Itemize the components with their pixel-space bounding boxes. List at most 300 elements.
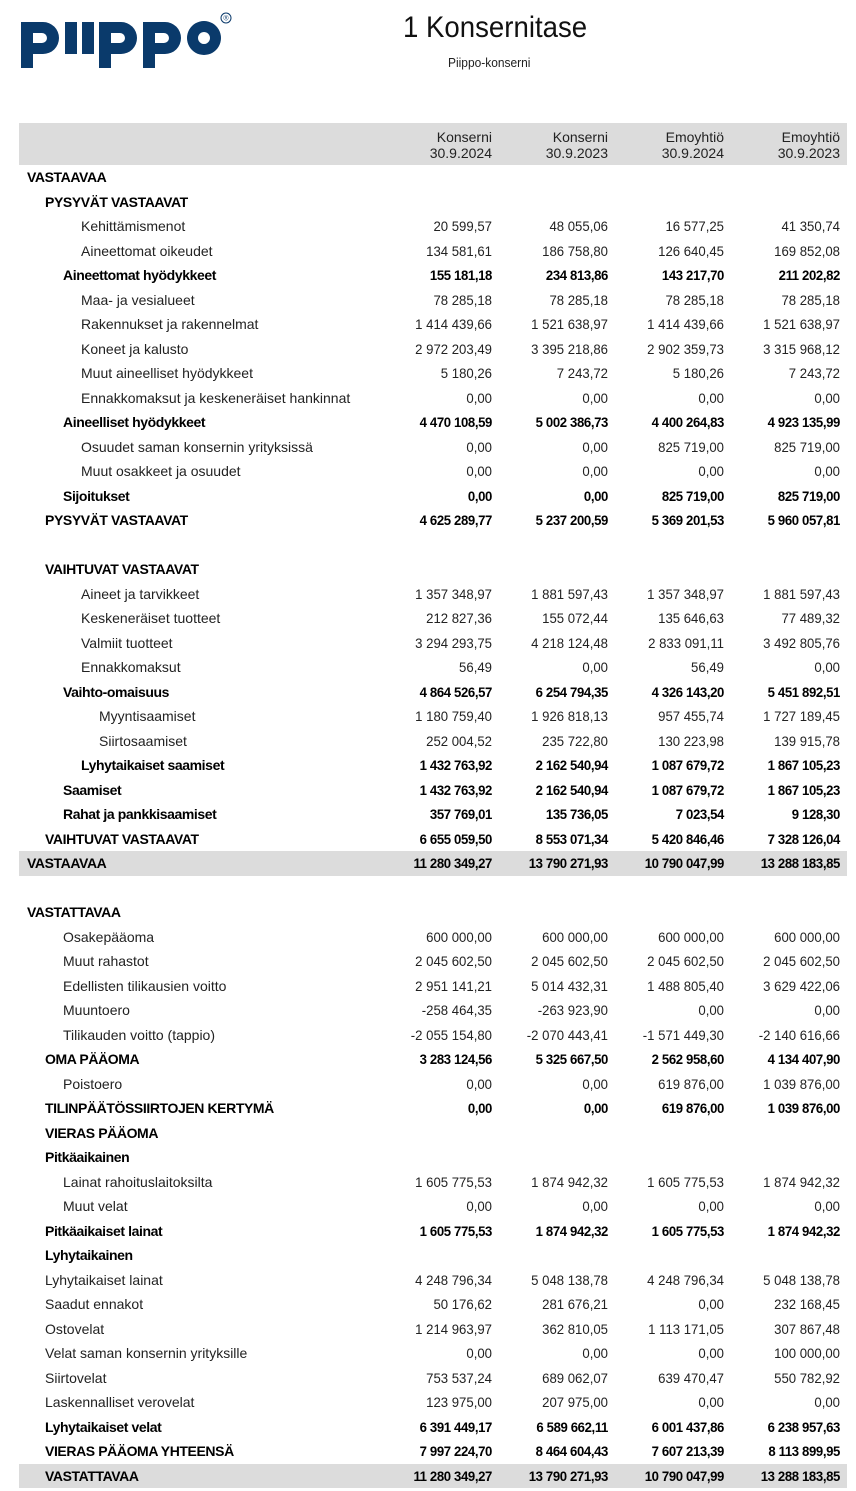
row-value: 11 280 349,27 <box>413 1467 492 1484</box>
row-value: 77 489,32 <box>781 610 840 626</box>
column-header <box>382 129 492 161</box>
row-value: 4 218 124,48 <box>531 634 608 651</box>
row-label: Ennakkomaksut ja keskeneräiset hankinnat <box>81 389 351 406</box>
row-value: 6 391 449,17 <box>419 1418 492 1435</box>
section-heading-row <box>19 900 847 925</box>
row-label: OMA PÄÄOMA <box>45 1051 140 1067</box>
row-label: VASTATTAVAA <box>27 904 121 920</box>
row-value: 11 280 349,27 <box>413 855 492 871</box>
row-value: 20 599,57 <box>433 218 492 234</box>
column-date: 30.9.2024 <box>429 145 492 161</box>
row-value: 5 237 200,59 <box>535 512 608 528</box>
row-label: Aineelliset hyödykkeet <box>63 414 206 430</box>
balance-sheet-table <box>19 123 847 1488</box>
row-value: 232 168,45 <box>774 1296 840 1312</box>
row-label: Koneet ja kalusto <box>81 340 189 357</box>
row-label: VASTAAVAA <box>27 855 107 871</box>
row-value: 0,00 <box>466 1198 492 1214</box>
row-value: 1 488 805,40 <box>647 977 724 994</box>
row-value: 7 607 213,39 <box>651 1443 724 1459</box>
row-value: 0,00 <box>582 389 608 406</box>
row-label: Osuudet saman konsernin yrityksissä <box>81 438 313 455</box>
row-value: 2 562 958,60 <box>651 1051 724 1067</box>
row-value: 2 045 602,50 <box>415 953 492 969</box>
row-value: 169 852,08 <box>774 242 840 259</box>
table-row <box>19 631 847 656</box>
row-value: 0,00 <box>582 438 608 455</box>
row-value: 1 881 597,43 <box>531 585 608 602</box>
table-row <box>19 1170 847 1195</box>
row-label: Lyhytaikaiset saamiset <box>81 757 225 773</box>
table-row <box>19 606 847 631</box>
row-value: 78 285,18 <box>665 291 724 308</box>
row-label: Pitkäaikainen <box>45 1149 130 1165</box>
row-value: 753 537,24 <box>426 1369 492 1386</box>
row-label: Muut aineelliset hyödykkeet <box>81 365 253 381</box>
row-value: 13 288 183,85 <box>760 855 840 871</box>
total-row <box>19 851 847 876</box>
row-value: -258 464,35 <box>421 1002 492 1018</box>
row-value: 0,00 <box>583 1100 608 1116</box>
row-label: VASTAAVAA <box>27 169 107 185</box>
row-label: Rahat ja pankkisaamiset <box>63 806 217 822</box>
row-value: 2 162 540,94 <box>535 781 608 798</box>
table-row <box>19 410 847 435</box>
row-value: 5 002 386,73 <box>535 414 608 430</box>
row-value: 4 864 526,57 <box>419 683 492 700</box>
table-row <box>19 704 847 729</box>
table-row <box>19 386 847 411</box>
row-label: Maa- ja vesialueet <box>81 291 195 308</box>
row-label: Lyhytaikaiset lainat <box>45 1271 163 1288</box>
row-label: Kehittämismenot <box>81 218 186 234</box>
table-row <box>19 680 847 705</box>
row-value: 3 283 124,56 <box>419 1051 492 1067</box>
row-value: 1 039 876,00 <box>767 1100 840 1116</box>
row-value: 8 464 604,43 <box>535 1443 608 1459</box>
row-value: 234 813,86 <box>545 267 608 283</box>
row-value: 2 162 540,94 <box>535 757 608 773</box>
table-row <box>19 1390 847 1415</box>
row-label: VAIHTUVAT VASTAAVAT <box>45 830 199 847</box>
row-value: 78 285,18 <box>781 291 840 308</box>
row-value: 1 414 439,66 <box>415 316 492 332</box>
row-value: 13 288 183,85 <box>760 1467 840 1484</box>
row-value: 550 782,92 <box>774 1369 840 1386</box>
spacer-row <box>19 533 847 558</box>
row-value: 5 180,26 <box>672 365 724 381</box>
row-value: 307 867,48 <box>774 1320 840 1337</box>
row-value: 5 420 846,46 <box>651 830 724 847</box>
row-value: 1 874 942,32 <box>535 1222 608 1239</box>
row-label: Aineettomat hyödykkeet <box>63 267 217 283</box>
table-row <box>19 263 847 288</box>
row-value: 7 023,54 <box>675 806 724 822</box>
column-entity: Konserni <box>436 129 492 145</box>
row-value: 1 357 348,97 <box>647 585 724 602</box>
table-row <box>19 753 847 778</box>
row-value: 13 790 271,93 <box>528 1467 608 1484</box>
row-label: Aineettomat oikeudet <box>81 242 213 259</box>
row-value: 5 960 057,81 <box>767 512 840 528</box>
row-value: 600 000,00 <box>658 928 724 945</box>
table-row <box>19 1317 847 1342</box>
row-value: 0,00 <box>467 487 492 504</box>
table-row <box>19 729 847 754</box>
row-value: 825 719,00 <box>774 438 840 455</box>
column-date: 30.9.2024 <box>661 145 724 161</box>
row-value: 639 470,47 <box>658 1369 724 1386</box>
row-value: 1 357 348,97 <box>415 585 492 602</box>
row-label: Lyhytaikainen <box>45 1247 133 1263</box>
row-value: 0,00 <box>698 1198 724 1214</box>
row-label: Saamiset <box>63 781 122 798</box>
row-value: 0,00 <box>814 1394 840 1410</box>
table-row <box>19 508 847 533</box>
row-value: 1 605 775,53 <box>647 1173 724 1190</box>
table-row <box>19 974 847 999</box>
row-label: Saadut ennakot <box>45 1296 144 1312</box>
table-row <box>19 214 847 239</box>
row-value: 0,00 <box>582 463 608 479</box>
row-value: 2 972 203,49 <box>415 340 492 357</box>
row-value: 0,00 <box>814 1198 840 1214</box>
column-header <box>730 129 840 161</box>
row-value: 1 113 171,05 <box>648 1320 724 1337</box>
row-value: 252 004,52 <box>426 732 492 749</box>
row-label: Poistoero <box>63 1075 123 1092</box>
row-value: -2 140 616,66 <box>758 1026 840 1043</box>
table-row <box>19 778 847 803</box>
row-value: 0,00 <box>467 1100 492 1116</box>
table-row <box>19 1439 847 1464</box>
row-value: 6 254 794,35 <box>535 683 608 700</box>
row-value: 56,49 <box>459 659 492 675</box>
section-heading-row <box>19 557 847 582</box>
row-value: 281 676,21 <box>542 1296 608 1312</box>
row-value: 6 001 437,86 <box>651 1418 724 1435</box>
row-value: 13 790 271,93 <box>528 855 608 871</box>
row-label: Aineet ja tarvikkeet <box>81 585 200 602</box>
section-heading-row <box>19 1243 847 1268</box>
row-value: 1 180 759,40 <box>415 708 492 724</box>
row-value: 1 727 189,45 <box>763 708 840 724</box>
row-value: 235 722,80 <box>542 732 608 749</box>
row-value: 0,00 <box>583 487 608 504</box>
table-row <box>19 1366 847 1391</box>
row-value: 139 915,78 <box>774 732 840 749</box>
row-value: 600 000,00 <box>426 928 492 945</box>
row-value: 1 605 775,53 <box>651 1222 724 1239</box>
table-row <box>19 827 847 852</box>
row-label: Siirtosaamiset <box>99 732 187 749</box>
piippo-logo <box>19 10 234 70</box>
row-value: 0,00 <box>582 1075 608 1092</box>
column-date: 30.9.2023 <box>777 145 840 161</box>
row-value: 1 867 105,23 <box>767 757 840 773</box>
row-value: 78 285,18 <box>433 291 492 308</box>
row-value: 619 876,00 <box>661 1100 724 1116</box>
row-value: 2 045 602,50 <box>763 953 840 969</box>
row-value: 0,00 <box>698 463 724 479</box>
row-label: Tilikauden voitto (tappio) <box>63 1026 216 1043</box>
row-label: TILINPÄÄTÖSSIIRTOJEN KERTYMÄ <box>45 1100 274 1116</box>
row-value: 0,00 <box>466 438 492 455</box>
piippo-logo-mark <box>19 10 234 70</box>
row-value: 10 790 047,99 <box>644 855 724 871</box>
row-value: 362 810,05 <box>542 1320 608 1337</box>
table-row <box>19 459 847 484</box>
row-value: 100 000,00 <box>774 1345 840 1361</box>
row-label: VASTATTAVAA <box>45 1467 139 1484</box>
row-value: 0,00 <box>814 659 840 675</box>
row-value: 3 395 218,86 <box>531 340 608 357</box>
table-row <box>19 361 847 386</box>
table-row <box>19 655 847 680</box>
row-value: -1 571 449,30 <box>642 1026 724 1043</box>
row-value: 6 655 059,50 <box>419 830 492 847</box>
row-label: Laskennalliset verovelat <box>45 1394 195 1410</box>
row-value: 0,00 <box>814 463 840 479</box>
table-row <box>19 1072 847 1097</box>
row-value: 3 315 968,12 <box>763 340 840 357</box>
row-value: 0,00 <box>582 1198 608 1214</box>
row-value: 2 045 602,50 <box>531 953 608 969</box>
row-label: Ennakkomaksut <box>81 659 181 675</box>
row-value: -2 070 443,41 <box>526 1026 608 1043</box>
row-value: 6 589 662,11 <box>536 1418 608 1435</box>
table-row <box>19 288 847 313</box>
page-subtitle: Piippo-konserni <box>448 55 531 70</box>
row-value: 1 926 818,13 <box>531 708 608 724</box>
table-body <box>19 165 847 1488</box>
row-value: 7 328 126,04 <box>767 830 840 847</box>
row-value: 0,00 <box>698 389 724 406</box>
row-value: 1 087 679,72 <box>651 781 724 798</box>
row-value: 5 180,26 <box>440 365 492 381</box>
column-entity: Emoyhtiö <box>665 129 724 145</box>
table-row <box>19 1219 847 1244</box>
row-value: 7 243,72 <box>556 365 608 381</box>
table-row <box>19 1292 847 1317</box>
row-label: VIERAS PÄÄOMA YHTEENSÄ <box>45 1443 234 1459</box>
row-value: 4 923 135,99 <box>767 414 840 430</box>
row-value: 5 014 432,31 <box>531 977 608 994</box>
row-value: 143 217,70 <box>661 267 724 283</box>
row-label: Muut rahastot <box>63 953 149 969</box>
column-header <box>498 129 608 161</box>
row-value: 1 432 763,92 <box>419 781 492 798</box>
table-row <box>19 435 847 460</box>
row-value: 134 581,61 <box>426 242 492 259</box>
row-value: 619 876,00 <box>658 1075 724 1092</box>
table-row <box>19 802 847 827</box>
table-row <box>19 1194 847 1219</box>
table-row <box>19 1341 847 1366</box>
table-row <box>19 484 847 509</box>
row-value: 78 285,18 <box>549 291 608 308</box>
row-value: 825 719,00 <box>777 487 840 504</box>
row-value: 0,00 <box>698 1002 724 1018</box>
row-label: PYSYVÄT VASTAAVAT <box>45 193 188 210</box>
table-row <box>19 1047 847 1072</box>
row-value: 2 833 091,11 <box>648 634 724 651</box>
row-label: Muut osakkeet ja osuudet <box>81 463 241 479</box>
row-value: 7 997 224,70 <box>419 1443 492 1459</box>
row-value: 1 867 105,23 <box>767 781 840 798</box>
row-value: 4 470 108,59 <box>419 414 492 430</box>
row-label: PYSYVÄT VASTAAVAT <box>45 512 188 528</box>
row-value: 186 758,80 <box>542 242 608 259</box>
row-label: Lyhytaikaiset velat <box>45 1418 162 1435</box>
row-value: 5 048 138,78 <box>531 1271 608 1288</box>
row-label: Muut velat <box>63 1198 128 1214</box>
table-row <box>19 925 847 950</box>
row-value: 1 605 775,53 <box>415 1173 492 1190</box>
row-value: 0,00 <box>466 389 492 406</box>
row-value: 50 176,62 <box>433 1296 492 1312</box>
column-entity: Emoyhtiö <box>781 129 840 145</box>
row-label: VAIHTUVAT VASTAAVAT <box>45 561 199 577</box>
row-label: Pitkäaikaiset lainat <box>45 1222 163 1239</box>
row-value: 41 350,74 <box>781 218 840 234</box>
row-value: 0,00 <box>814 389 840 406</box>
row-value: 4 326 143,20 <box>651 683 724 700</box>
row-label: Myyntisaamiset <box>99 708 196 724</box>
row-value: 123 975,00 <box>426 1394 492 1410</box>
row-value: 3 629 422,06 <box>763 977 840 994</box>
row-value: 130 223,98 <box>658 732 724 749</box>
row-value: 155 181,18 <box>429 267 492 283</box>
table-row <box>19 337 847 362</box>
row-value: 155 072,44 <box>542 610 608 626</box>
row-value: 212 827,36 <box>426 610 492 626</box>
row-value: 1 605 775,53 <box>419 1222 492 1239</box>
table-row <box>19 312 847 337</box>
row-value: 4 248 796,34 <box>415 1271 492 1288</box>
row-value: 2 045 602,50 <box>647 953 724 969</box>
row-label: Edellisten tilikausien voitto <box>63 977 227 994</box>
table-row <box>19 998 847 1023</box>
row-value: 126 640,45 <box>658 242 724 259</box>
row-label: Keskeneräiset tuotteet <box>81 610 221 626</box>
row-value: 3 294 293,75 <box>415 634 492 651</box>
table-row <box>19 582 847 607</box>
row-value: 600 000,00 <box>774 928 840 945</box>
row-value: 1 414 439,66 <box>647 316 724 332</box>
row-value: 7 243,72 <box>788 365 840 381</box>
row-value: 211 202,82 <box>778 267 840 283</box>
row-value: 3 492 805,76 <box>763 634 840 651</box>
row-value: 56,49 <box>691 659 724 675</box>
row-value: 1 214 963,97 <box>415 1320 492 1337</box>
row-value: 1 874 942,32 <box>531 1173 608 1190</box>
row-value: 1 087 679,72 <box>651 757 724 773</box>
spacer-row <box>19 876 847 901</box>
row-value: 5 369 201,53 <box>651 512 724 528</box>
row-value: -2 055 154,80 <box>410 1026 492 1043</box>
row-label: Velat saman konsernin yrityksille <box>45 1345 248 1361</box>
row-value: 1 881 597,43 <box>763 585 840 602</box>
row-value: 2 902 359,73 <box>647 340 724 357</box>
row-value: 0,00 <box>466 1075 492 1092</box>
column-entity: Konserni <box>552 129 608 145</box>
row-label: Lainat rahoituslaitoksilta <box>63 1173 213 1190</box>
row-value: 5 048 138,78 <box>763 1271 840 1288</box>
table-row <box>19 239 847 264</box>
row-value: 8 553 071,34 <box>535 830 608 847</box>
row-value: 8 113 899,95 <box>768 1443 840 1459</box>
section-heading-row <box>19 165 847 190</box>
row-label: Vaihto-omaisuus <box>63 683 170 700</box>
row-label: Ostovelat <box>45 1320 105 1337</box>
row-value: 0,00 <box>466 463 492 479</box>
row-value: 825 719,00 <box>661 487 724 504</box>
total-row <box>19 1464 847 1489</box>
row-value: 0,00 <box>698 1296 724 1312</box>
row-value: 48 055,06 <box>549 218 608 234</box>
row-value: 0,00 <box>582 1345 608 1361</box>
row-label: Siirtovelat <box>45 1369 107 1386</box>
row-value: 4 248 796,34 <box>647 1271 724 1288</box>
section-heading-row <box>19 1145 847 1170</box>
row-value: 5 325 667,50 <box>535 1051 608 1067</box>
table-row <box>19 1023 847 1048</box>
row-value: 10 790 047,99 <box>644 1467 724 1484</box>
row-value: 6 238 957,63 <box>767 1418 840 1435</box>
row-value: 0,00 <box>698 1345 724 1361</box>
row-value: 2 951 141,21 <box>415 977 492 994</box>
row-value: 9 128,30 <box>791 806 840 822</box>
row-value: 0,00 <box>814 1002 840 1018</box>
row-value: 1 039 876,00 <box>763 1075 840 1092</box>
row-value: 0,00 <box>582 659 608 675</box>
row-value: 4 134 407,90 <box>767 1051 840 1067</box>
row-value: 16 577,25 <box>665 218 724 234</box>
table-row <box>19 1268 847 1293</box>
row-value: 0,00 <box>698 1394 724 1410</box>
row-label: Valmiit tuotteet <box>81 634 173 651</box>
row-value: 135 736,05 <box>545 806 608 822</box>
row-label: Muuntoero <box>63 1002 130 1018</box>
row-value: 4 625 289,77 <box>419 512 492 528</box>
row-value: 1 521 638,97 <box>531 316 608 332</box>
row-value: 357 769,01 <box>429 806 492 822</box>
row-label: Osakepääoma <box>63 928 155 945</box>
row-value: 1 874 942,32 <box>763 1173 840 1190</box>
row-value: 1 521 638,97 <box>763 316 840 332</box>
section-heading-row <box>19 1121 847 1146</box>
row-value: 1 432 763,92 <box>419 757 492 773</box>
row-value: 135 646,63 <box>658 610 724 626</box>
row-value: 207 975,00 <box>542 1394 608 1410</box>
section-heading-row <box>19 190 847 215</box>
table-header <box>19 123 847 165</box>
table-row <box>19 1415 847 1440</box>
registered-mark: ® <box>223 15 229 23</box>
row-value: 5 451 892,51 <box>767 683 840 700</box>
row-value: 0,00 <box>466 1345 492 1361</box>
row-value: 600 000,00 <box>542 928 608 945</box>
row-label: Rakennukset ja rakennelmat <box>81 316 259 332</box>
row-value: 4 400 264,83 <box>651 414 724 430</box>
row-label: VIERAS PÄÄOMA <box>45 1124 159 1141</box>
row-value: 825 719,00 <box>658 438 724 455</box>
row-label: Sijoitukset <box>63 487 130 504</box>
row-value: -263 923,90 <box>537 1002 608 1018</box>
row-value: 689 062,07 <box>542 1369 608 1386</box>
row-value: 957 455,74 <box>658 708 724 724</box>
